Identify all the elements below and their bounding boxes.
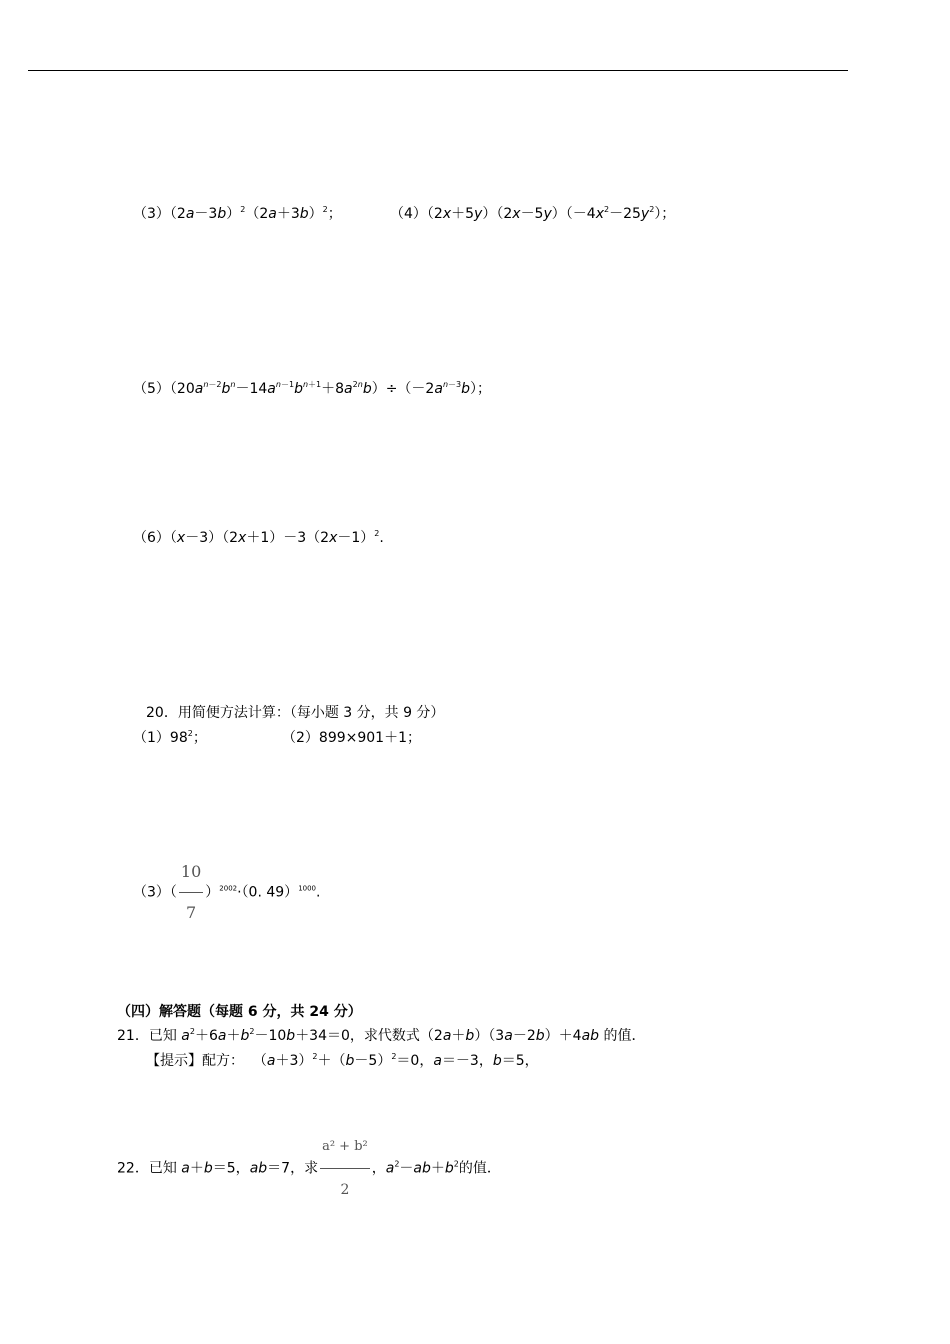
problem-19-5: $(5)(20a^{n-2}b^n-14a^{n-1}b^{n+1}+8a^{2n}b)\div(-2a^{n-3}b)$； [133, 380, 491, 397]
problem-21: 21．已知 $a^2+6a+b^2-10b+34=0$，求代数式（2a＋b）（3a－2b）＋4ab 的值． [117, 1027, 646, 1044]
header-rule [28, 70, 848, 71]
fraction-a2-plus-b2-over-2: $\frac{\text{a² + b²}}{2}$ [320, 1126, 370, 1211]
problem-20-header: 20．用简便方法计算：（每小题 3 分，共 9 分） [146, 705, 445, 721]
problem-19-4: $(4)(2x+5y)(2x-5y)(-4x^2-25y^2)$； [390, 205, 676, 222]
problem-19-3: $(3)(2a-3b)^2(2a+3b)^2$； [133, 205, 342, 222]
problem-19-6: $(6)(x-3)(2x+1)-3(2x-1)^2$. [133, 529, 384, 546]
problem-22: 22．已知 a＋b＝5，ab＝7，求 $\frac{\text{a² + b²}}{2}$ ，$a^2-ab+b^2$的值． [117, 1126, 501, 1211]
section-4-title: （四）解答题（每题 6 分，共 24 分） [117, 1004, 362, 1020]
problem-20-2: （2）899×901＋1； [282, 730, 421, 746]
problem-20-3: （3）（ $\frac{10}{7}$ ）$^{2002}$·（0. 49）$^{1000}$. [133, 852, 320, 933]
fraction-10-over-7: $\frac{10}{7}$ [179, 852, 203, 933]
problem-20-1: $(1)98^2$； [133, 729, 207, 746]
problem-21-hint: 【提示】配方： $(a+3)^2+(b-5)^2=0$，a＝－3，b＝5， [146, 1052, 539, 1069]
